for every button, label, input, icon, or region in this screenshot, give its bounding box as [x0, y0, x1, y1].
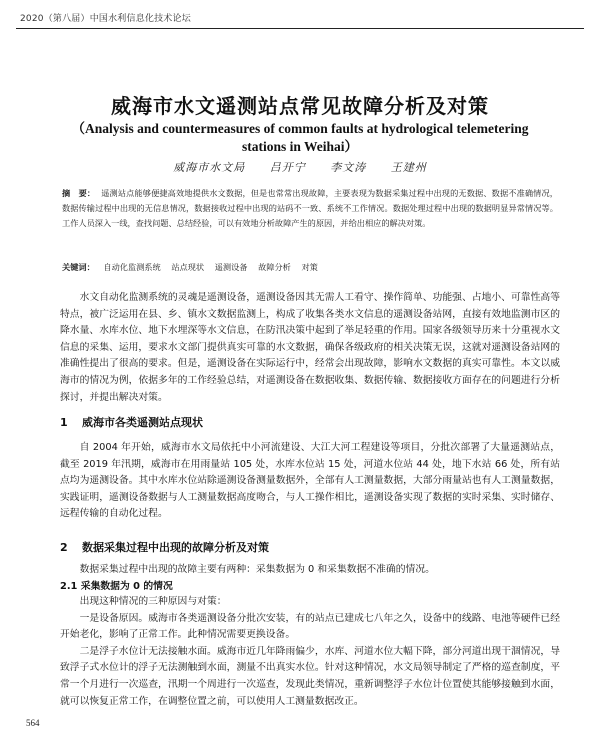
paragraph: 一是设备原因。威海市各类遥测设备分批次安装，有的站点已建成七八年之久，设备中的线路、电池等硬件已经开始老化，影响了正常工作。此种情况需要更换设备。	[60, 612, 560, 641]
section-number: 2	[60, 541, 68, 554]
author-name: 吕开宁	[269, 161, 306, 174]
section-2-heading	[60, 539, 269, 555]
paragraph: 数据采集过程中出现的故障主要有两种：采集数据为 0 和采集数据不准确的情况。	[79, 564, 435, 575]
abstract-label: 摘 要：	[62, 188, 96, 198]
paragraph: 自 2004 年开始，威海市水文局依托中小河流建设、大江大河工程建设等项目，分批次部署了大量遥测站点，截至 2019 年汛期，威海市在用雨量站 105 处，水库水位站 15 处，河道水位站 44 处，地下水站 66 处，所有站点均为遥测设备。其中水库水位站除遥测设备测量数据外，全部有人工测量数据，大部分雨量站也有人工测量数据，实践证明，遥测设备数据与人工测量数据高度吻合，与人工操作相比，遥测设备实现了数据的实时采集、实时储存、远程传输的自动化过程。	[60, 442, 560, 520]
running-header: 2020（第八届）中国水利信息化技术论坛	[20, 14, 191, 24]
keyword: 自动化监测系统	[103, 262, 161, 272]
keyword: 故障分析	[258, 262, 291, 272]
section-number: 1	[60, 416, 68, 429]
intro-paragraph: 水文自动化监测系统的灵魂是遥测设备，遥测设备因其无需人工看守、操作简单、功能强、占地小、可靠性高等特点，被广泛运用在县、乡、镇水文数据监测上，构成了收集各类水文信息的遥测设备站网，直接有效地监测市区的降水量、水库水位、地下水埋深等水文信息，在防汛决策中起到了举足轻重的作用。国家各级领导历来十分重视水文信息的采集、运用，要求水文部门提供真实可靠的水文数据，确保各级政府的相关决策无误，这就对遥测设备站网的准确性提出了很高的要求。但是，遥测设备在实际运行中，经常会出现故障，影响水文数据的真实可靠性。本文以威海市的情况为例，依据多年的工作经验总结，对遥测设备在数据收集、数据传输、数据接收方面存在的问题进行分析探讨，并提出解决对策。	[60, 292, 560, 403]
keywords-label: 关键词：	[62, 262, 95, 272]
keyword: 遥测设备	[214, 262, 248, 272]
author-name: 王建州	[390, 161, 427, 174]
subsection-2-1-body	[60, 594, 560, 710]
header-divider	[16, 28, 584, 29]
section-1-body	[60, 440, 560, 523]
section-2-intro	[60, 562, 560, 579]
author-line	[0, 159, 600, 175]
page-number: 564	[26, 718, 40, 728]
subsection-2-1-heading: 2.1 采集数据为 0 的情况	[60, 581, 173, 592]
paper-title: 威海市水文遥测站点常见故障分析及对策	[111, 94, 489, 118]
paragraph: 二是浮子水位计无法接触水面。威海市近几年降雨偏少，水库、河道水位大幅下降，部分河道出现干涸情况，导致浮子式水位计的浮子无法测触到水面，测量不出真实水位。针对这种情况，水文局领导制定了严格的巡查制度，平常一个月进行一次巡查，汛期一个周进行一次巡查，发现此类情况，重新调整浮子水位计位置使其能够接触到水面，就可以恢复正常工作，在调整位置之前，可以使用人工测量数据改正。	[60, 645, 560, 707]
author-affiliation: 威海市水文局	[173, 161, 246, 174]
abstract-text: 遥测站点能够便捷高效地提供水文数据，但是也常常出现故障，主要表现为数据采集过程中出现的无数据、数据不准确情况，数据传输过程中出现的无信息情况，数据接收过程中出现的站码不一致、系统不工作情况。数据处理过程中出现的数据明显异常情况等。工作人员深入一线，查找问题、总结经验，可以有效地分析故障产生的原因，并给出相应的解决对策。	[62, 188, 558, 228]
abstract	[62, 186, 558, 231]
keyword: 对策	[301, 262, 318, 272]
intro-section	[60, 290, 560, 406]
keywords	[62, 260, 558, 274]
keyword: 站点现状	[171, 262, 205, 272]
section-title: 威海市各类遥测站点现状	[82, 416, 203, 429]
section-title: 数据采集过程中出现的故障分析及对策	[82, 541, 269, 554]
section-1-heading	[60, 414, 203, 430]
author-name: 李文涛	[330, 161, 367, 174]
english-title: （Analysis and countermeasures of common faults at hydrological telemetering stations in Weihai）	[71, 121, 529, 154]
paragraph: 出现这种情况的三种原因与对策：	[79, 596, 227, 607]
